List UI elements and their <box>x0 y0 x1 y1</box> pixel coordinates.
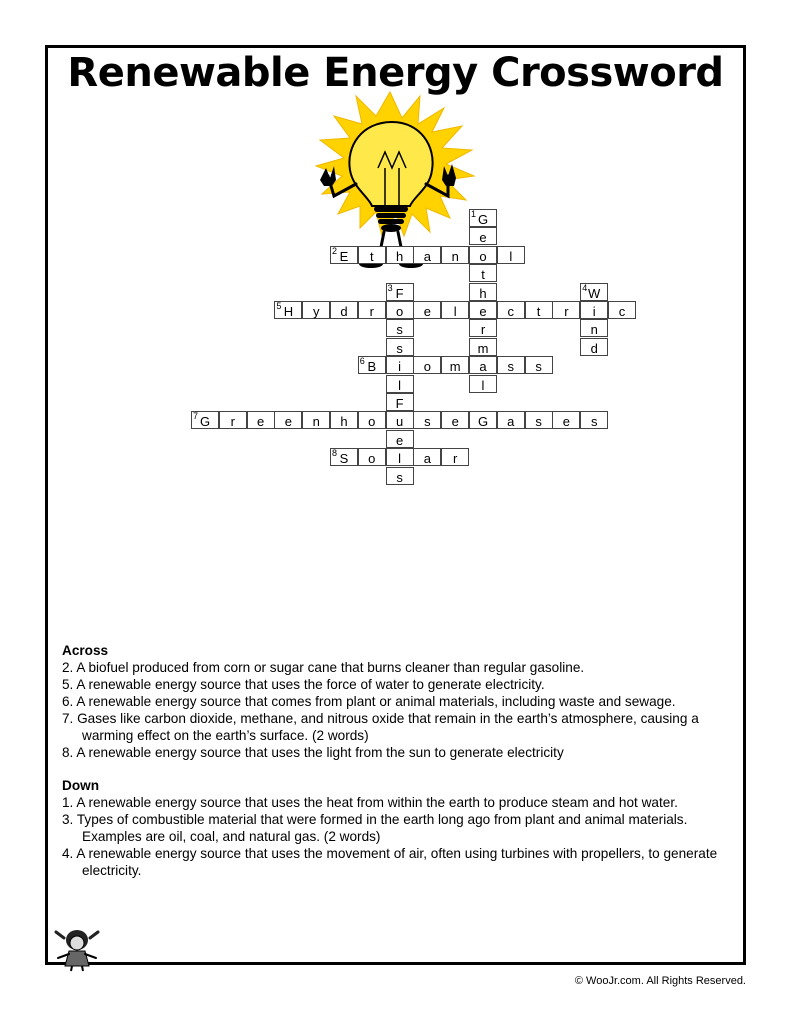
cell-letter: l <box>453 304 457 319</box>
crossword-cell <box>608 301 636 319</box>
cell-letter: a <box>423 248 431 264</box>
cell-letter: r <box>453 451 458 467</box>
crossword-cell <box>274 411 302 429</box>
crossword-cell <box>330 301 358 319</box>
crossword-cell <box>358 301 386 319</box>
cell-letter: n <box>312 414 320 430</box>
crossword-cell <box>386 338 414 356</box>
cell-letter: l <box>398 451 402 467</box>
clue-number: 8 <box>332 448 338 459</box>
crossword-cell <box>413 356 441 374</box>
crossword-cell <box>386 319 414 337</box>
cell-letter: r <box>369 304 374 319</box>
crossword-cell <box>469 246 497 264</box>
crossword-cell <box>191 411 219 429</box>
cell-letter: h <box>395 248 404 264</box>
cell-letter: o <box>368 451 376 467</box>
cell-letter: r <box>230 414 235 430</box>
cell-letter: y <box>312 304 320 319</box>
cell-letter: o <box>423 359 431 375</box>
down-heading: Down <box>62 778 99 793</box>
cell-letter: l <box>509 248 513 264</box>
crossword-cell <box>469 227 497 245</box>
page-title: Renewable Energy Crossword <box>67 50 724 96</box>
cell-letter: i <box>592 304 596 319</box>
crossword-cell <box>469 411 497 429</box>
across-clue: 6. A renewable energy source that comes from plant or animal materials, including waste and sewage. <box>62 694 676 709</box>
across-section <box>62 642 742 761</box>
crossword-cell <box>469 209 497 227</box>
across-clue: 7. Gases like carbon dioxide, methane, and nitrous oxide that remain in the earth’s atmosphere, causing a warming effect on the earth’s surface. (2 words) <box>62 711 699 743</box>
cell-letter: n <box>590 322 598 338</box>
cell-letter: s <box>396 469 403 485</box>
crossword-cell <box>386 246 414 264</box>
crossword-cell <box>386 283 414 301</box>
cell-letter: W <box>588 285 601 301</box>
cell-letter: l <box>398 377 402 393</box>
crossword-cell <box>413 411 441 429</box>
cell-letter: s <box>396 322 403 338</box>
cell-letter: s <box>535 359 542 375</box>
across-clue: 5. A renewable energy source that uses the force of water to generate electricity. <box>62 677 545 692</box>
clue-number: 5 <box>276 301 282 311</box>
across-clue: 8. A renewable energy source that uses the light from the sun to generate electricity <box>62 745 564 760</box>
cell-letter: s <box>535 414 542 430</box>
cell-letter: n <box>451 248 459 264</box>
cell-letter: s <box>590 414 598 430</box>
cell-letter: d <box>340 304 348 319</box>
crossword-cell <box>413 246 441 264</box>
cell-letter: G <box>477 414 489 430</box>
across-heading: Across <box>62 643 109 658</box>
clue-number: 7 <box>193 411 199 422</box>
cell-letter: t <box>369 248 374 264</box>
crossword-cell <box>525 301 553 319</box>
cell-letter: o <box>395 304 404 319</box>
clue-number: 1 <box>471 209 477 219</box>
clue-number: 6 <box>359 356 365 367</box>
crossword-cell <box>441 246 469 264</box>
cell-letter: i <box>398 359 402 375</box>
crossword-cell <box>330 448 358 466</box>
girl-mascot-icon <box>52 928 102 972</box>
crossword-cell <box>330 411 358 429</box>
copyright-text: © WooJr.com. All Rights Reserved. <box>574 975 746 987</box>
crossword-cell <box>580 338 608 356</box>
clue-number: 3 <box>387 282 393 293</box>
crossword-cell <box>497 356 525 374</box>
crossword-cell <box>358 448 386 466</box>
cell-letter: s <box>396 340 403 356</box>
crossword-cell <box>441 301 469 319</box>
crossword-cell <box>330 246 358 264</box>
cell-letter: G <box>199 414 211 430</box>
cell-letter: c <box>507 304 515 319</box>
cell-letter: e <box>284 414 292 430</box>
cell-letter: e <box>562 414 570 430</box>
cell-letter: H <box>283 304 294 319</box>
crossword-cell <box>580 319 608 337</box>
crossword-cell <box>413 301 441 319</box>
crossword-cell <box>441 411 469 429</box>
crossword-cell <box>386 375 414 393</box>
crossword-cell <box>386 301 414 319</box>
crossword-cell <box>247 411 275 429</box>
clue-number: 4 <box>582 282 588 293</box>
cell-letter: m <box>449 359 461 375</box>
crossword-cell <box>441 356 469 374</box>
crossword-cell <box>386 356 414 374</box>
crossword-cell <box>469 264 497 282</box>
down-clue: 1. A renewable energy source that uses the heat from within the earth to produce steam and hot water. <box>62 795 678 810</box>
cell-letter: F <box>395 396 404 411</box>
clue-number: 2 <box>332 245 338 256</box>
cell-letter: e <box>479 230 487 246</box>
cell-letter: m <box>477 340 489 356</box>
cell-letter: s <box>424 414 431 430</box>
crossword-cell <box>413 448 441 466</box>
cell-letter: o <box>368 414 376 430</box>
cell-letter: s <box>507 359 515 375</box>
crossword-cell <box>497 246 525 264</box>
cell-letter: F <box>395 285 404 301</box>
crossword-cell <box>497 301 525 319</box>
cell-letter: S <box>339 451 349 467</box>
crossword-cell <box>580 301 608 319</box>
crossword-cell <box>469 301 497 319</box>
cell-letter: t <box>536 304 541 319</box>
crossword-cell <box>552 411 580 429</box>
crossword-cell <box>525 411 553 429</box>
cell-letter: r <box>480 322 486 338</box>
clues-panel <box>62 642 742 895</box>
cell-letter: a <box>507 414 515 430</box>
cell-letter: a <box>479 359 487 375</box>
cell-letter: o <box>479 248 487 264</box>
crossword-cell <box>469 375 497 393</box>
crossword-cell <box>497 411 525 429</box>
cell-letter: B <box>367 359 377 375</box>
crossword-cell <box>441 448 469 466</box>
cell-letter: h <box>340 414 348 430</box>
crossword-cell <box>274 301 302 319</box>
crossword-cell <box>469 356 497 374</box>
crossword-cell <box>358 356 386 374</box>
crossword-cell <box>469 338 497 356</box>
cell-letter: h <box>479 285 487 301</box>
across-clue: 2. A biofuel produced from corn or sugar cane that burns cleaner than regular gasoline. <box>62 660 585 675</box>
crossword-cell <box>386 430 414 448</box>
crossword-cell <box>469 283 497 301</box>
down-clue: 4. A renewable energy source that uses the movement of air, often using turbines with propellers, to generate electricity. <box>62 846 718 878</box>
crossword-cell <box>525 356 553 374</box>
cell-letter: a <box>423 451 431 467</box>
cell-letter: l <box>481 377 485 393</box>
cell-letter: e <box>395 432 404 448</box>
crossword-cell <box>580 283 608 301</box>
down-section <box>62 777 742 879</box>
crossword-cell <box>552 301 580 319</box>
crossword-cell <box>386 411 414 429</box>
cell-letter: e <box>451 414 459 430</box>
crossword-cell <box>358 246 386 264</box>
cell-letter: u <box>395 414 404 430</box>
cell-letter: G <box>477 212 489 227</box>
crossword-cell <box>386 467 414 485</box>
cell-letter: e <box>479 304 487 319</box>
cell-letter: d <box>590 340 598 356</box>
cell-letter: e <box>423 304 431 319</box>
cell-letter: e <box>256 414 265 430</box>
cell-letter: r <box>564 304 569 319</box>
crossword-cell <box>386 393 414 411</box>
crossword-cell <box>469 319 497 337</box>
down-clue: 3. Types of combustible material that were formed in the earth long ago from plant and animal materials. Examples are oil, coal, and natural gas. (2 words) <box>62 812 688 844</box>
crossword-cell <box>302 301 330 319</box>
crossword-cell <box>302 411 330 429</box>
crossword-cell <box>219 411 247 429</box>
cell-letter: c <box>618 304 626 319</box>
cell-letter: E <box>339 248 349 264</box>
cell-letter: t <box>481 267 485 283</box>
crossword-cell <box>580 411 608 429</box>
crossword-cell <box>358 411 386 429</box>
crossword-cell <box>386 448 414 466</box>
